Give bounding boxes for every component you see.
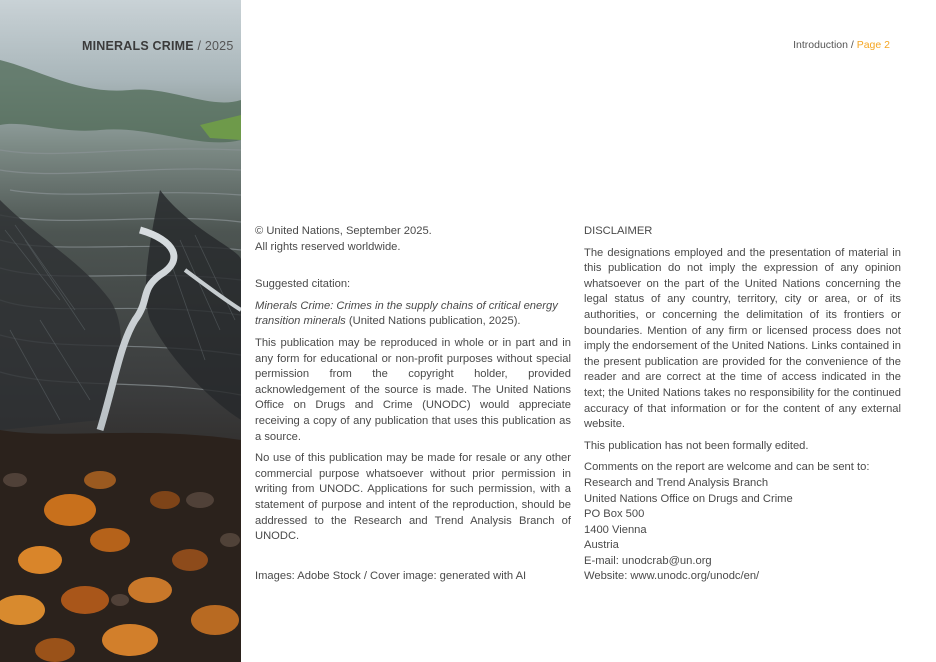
contact-address xyxy=(584,476,901,585)
address-line: Austria xyxy=(584,539,619,552)
disclaimer-text: The designations employed and the presentation of material in this publication do not imply the expression of any opinion whatsoever on the part of the United Nations concerning the legal status of any country, territory, city or area, or of its authorities, or concerning the delimitation of its frontiers or boundaries. Mention of any firm or licensed process does not imply the endorsement of the United Nations. Links contained in the present publication are provided for the convenience of the reader and are correct at the time of access indicated in the text; the United Nations takes no responsibility for the continued accuracy of that information or for the content of any external website. xyxy=(584,246,901,431)
address-line: 1400 Vienna xyxy=(584,523,647,536)
comments-intro: Comments on the report are welcome and can be sent to: xyxy=(584,461,870,474)
left-column xyxy=(255,224,571,584)
citation xyxy=(255,299,571,330)
citation-publisher: (United Nations publication, 2025). xyxy=(345,315,521,328)
brand-name: MINERALS CRIME xyxy=(82,39,194,53)
no-use-notice: No use of this publication may be made for resale or any other commercial purpose whatsoever without prior permission in writing from UNODC. Applications for such permission, with a statement of purpose and intent of the reproduction, should be addressed to the Research and Trend Analysis Branch of UNODC. xyxy=(255,452,571,543)
email-link[interactable]: E-mail: unodcrab@un.org xyxy=(584,554,712,567)
reproduction-notice: This publication may be reproduced in whole or in part and in any form for educational or non-profit purposes without special permission from the copyright holder, provided acknowledgement of the source is made. The United Nations Office on Drugs and Crime (UNODC) would appreciate receiving a copy of any publication that uses this publication as a source. xyxy=(255,336,571,443)
image-credits: Images: Adobe Stock / Cover image: generated with AI xyxy=(255,569,527,582)
brand-year: 2025 xyxy=(204,39,234,53)
citation-label: Suggested citation: xyxy=(255,278,351,291)
address-line: Research and Trend Analysis Branch xyxy=(584,476,769,489)
website-link[interactable]: Website: www.unodc.org/unodc/en/ xyxy=(584,570,760,583)
breadcrumb-section[interactable]: Introduction / xyxy=(793,39,857,51)
cover-photo-open-pit-mine xyxy=(0,0,241,662)
copyright-line-2: All rights reserved worldwide. xyxy=(255,240,401,253)
breadcrumb xyxy=(793,39,890,51)
citation-title: Minerals Crime: Crimes in the supply chains of critical energy transition minerals xyxy=(255,299,558,328)
address-line: United Nations Office on Drugs and Crime xyxy=(584,492,793,505)
disclaimer-heading: DISCLAIMER xyxy=(584,225,653,237)
brand-separator: / xyxy=(193,39,205,53)
not-edited-notice: This publication has not been formally edited. xyxy=(584,439,809,452)
report-brand xyxy=(82,39,233,53)
address-line: PO Box 500 xyxy=(584,508,645,521)
copyright-line-1: © United Nations, September 2025. xyxy=(255,225,432,237)
right-column xyxy=(584,224,901,585)
page-number: Page 2 xyxy=(856,39,890,51)
